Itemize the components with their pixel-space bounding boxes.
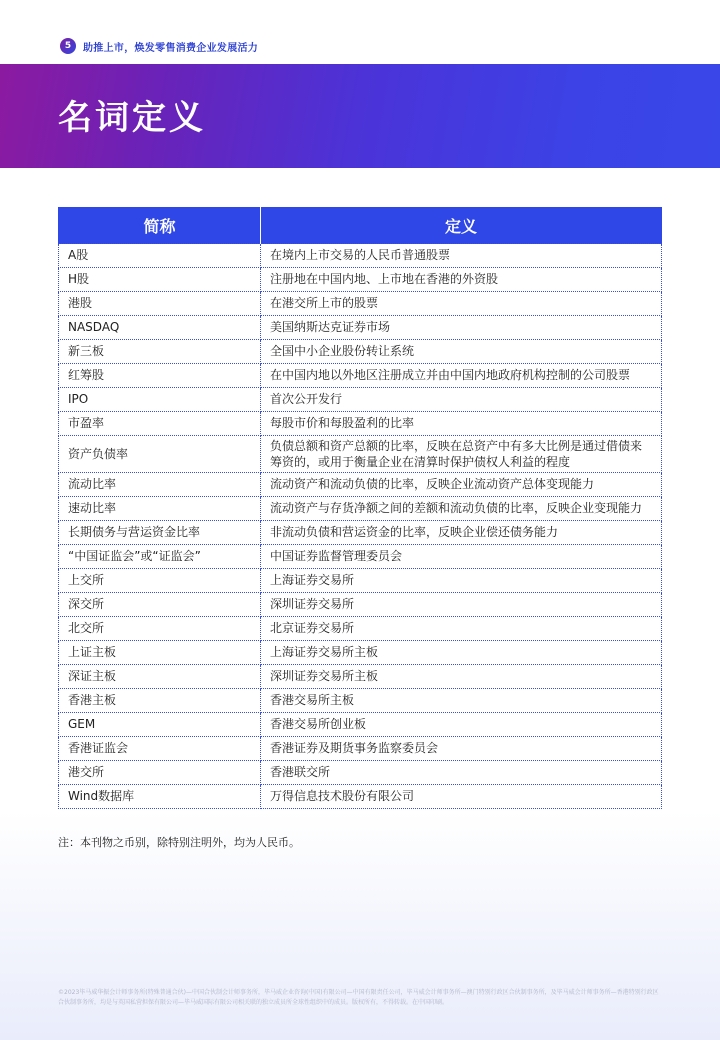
term-abbr: 市盈率: [59, 412, 261, 436]
term-abbr: 新三板: [59, 340, 261, 364]
term-abbr: Wind数据库: [59, 785, 261, 809]
table-header-row: [59, 207, 662, 244]
page-title: 名词定义: [58, 98, 206, 138]
column-header-definition: 定义: [261, 207, 662, 244]
term-abbr: GEM: [59, 713, 261, 737]
glossary-table: [58, 207, 662, 809]
term-abbr: 深证主板: [59, 665, 261, 689]
table-row: [59, 473, 662, 497]
term-definition: 在境内上市交易的人民币普通股票: [261, 244, 662, 268]
term-definition: 负债总额和资产总额的比率，反映在总资产中有多大比例是通过借债来筹资的，或用于衡量企业在清算时保护债权人利益的程度: [261, 436, 662, 473]
table-row: [59, 761, 662, 785]
page-header: [60, 38, 258, 54]
column-header-abbr: 简称: [59, 207, 261, 244]
term-abbr: 流动比率: [59, 473, 261, 497]
term-definition: 全国中小企业股份转让系统: [261, 340, 662, 364]
term-definition: 在港交所上市的股票: [261, 292, 662, 316]
copyright-footer: ©2023毕马威华振会计师事务所(特殊普通合伙)—中国合伙制会计师事务所，毕马威企业咨询(中国)有限公司—中国有限责任公司，毕马威会计师事务所—澳门特别行政区合伙制事务所，及毕马威会计师事务所—香港特别行政区合伙制事务所，均是与英国私营担保有限公司—毕马威国际有限公司相关联的独立成员所全球性组织中的成员。版权所有，不得转载。在中国印刷。: [58, 989, 659, 1006]
table-row: [59, 521, 662, 545]
table-row: [59, 593, 662, 617]
title-banner: [0, 64, 720, 168]
header-title: 助推上市，焕发零售消费企业发展活力: [83, 42, 259, 54]
term-abbr: H股: [59, 268, 261, 292]
term-abbr: 香港主板: [59, 689, 261, 713]
table-row: [59, 497, 662, 521]
table-row: [59, 388, 662, 412]
term-definition: 非流动负债和营运资金的比率，反映企业偿还债务能力: [261, 521, 662, 545]
page-number-badge: 5: [60, 38, 76, 54]
table-row: [59, 364, 662, 388]
term-abbr: 资产负债率: [59, 436, 261, 473]
table-row: [59, 665, 662, 689]
term-definition: 流动资产与存货净额之间的差额和流动负债的比率，反映企业变现能力: [261, 497, 662, 521]
table-row: [59, 244, 662, 268]
table-row: [59, 569, 662, 593]
term-abbr: 香港证监会: [59, 737, 261, 761]
term-definition: 香港联交所: [261, 761, 662, 785]
table-row: [59, 641, 662, 665]
term-definition: 香港证券及期货事务监察委员会: [261, 737, 662, 761]
term-definition: 上海证券交易所主板: [261, 641, 662, 665]
table-row: [59, 617, 662, 641]
table-row: [59, 268, 662, 292]
term-abbr: 长期债务与营运资金比率: [59, 521, 261, 545]
term-abbr: IPO: [59, 388, 261, 412]
term-definition: 香港交易所创业板: [261, 713, 662, 737]
table-row: [59, 713, 662, 737]
term-definition: 流动资产和流动负债的比率，反映企业流动资产总体变现能力: [261, 473, 662, 497]
term-abbr: 深交所: [59, 593, 261, 617]
table-row: [59, 785, 662, 809]
table-row: [59, 412, 662, 436]
term-abbr: 上证主板: [59, 641, 261, 665]
table-row: [59, 689, 662, 713]
term-definition: 深圳证券交易所: [261, 593, 662, 617]
term-abbr: NASDAQ: [59, 316, 261, 340]
table-row: [59, 545, 662, 569]
term-abbr: 港股: [59, 292, 261, 316]
term-definition: 深圳证券交易所主板: [261, 665, 662, 689]
term-definition: 中国证券监督管理委员会: [261, 545, 662, 569]
term-definition: 在中国内地以外地区注册成立并由中国内地政府机构控制的公司股票: [261, 364, 662, 388]
term-definition: 香港交易所主板: [261, 689, 662, 713]
term-definition: 每股市价和每股盈利的比率: [261, 412, 662, 436]
term-abbr: 红筹股: [59, 364, 261, 388]
table-row: [59, 436, 662, 473]
table-row: [59, 340, 662, 364]
term-definition: 美国纳斯达克证券市场: [261, 316, 662, 340]
term-abbr: 北交所: [59, 617, 261, 641]
term-abbr: A股: [59, 244, 261, 268]
term-abbr: 上交所: [59, 569, 261, 593]
term-definition: 首次公开发行: [261, 388, 662, 412]
term-definition: 万得信息技术股份有限公司: [261, 785, 662, 809]
table-row: [59, 292, 662, 316]
currency-note: 注：本刊物之币别，除特别注明外，均为人民币。: [58, 836, 300, 849]
table-row: [59, 316, 662, 340]
term-definition: 北京证券交易所: [261, 617, 662, 641]
term-abbr: 港交所: [59, 761, 261, 785]
term-abbr: “中国证监会”或“证监会”: [59, 545, 261, 569]
term-abbr: 速动比率: [59, 497, 261, 521]
term-definition: 注册地在中国内地、上市地在香港的外资股: [261, 268, 662, 292]
table-row: [59, 737, 662, 761]
term-definition: 上海证券交易所: [261, 569, 662, 593]
